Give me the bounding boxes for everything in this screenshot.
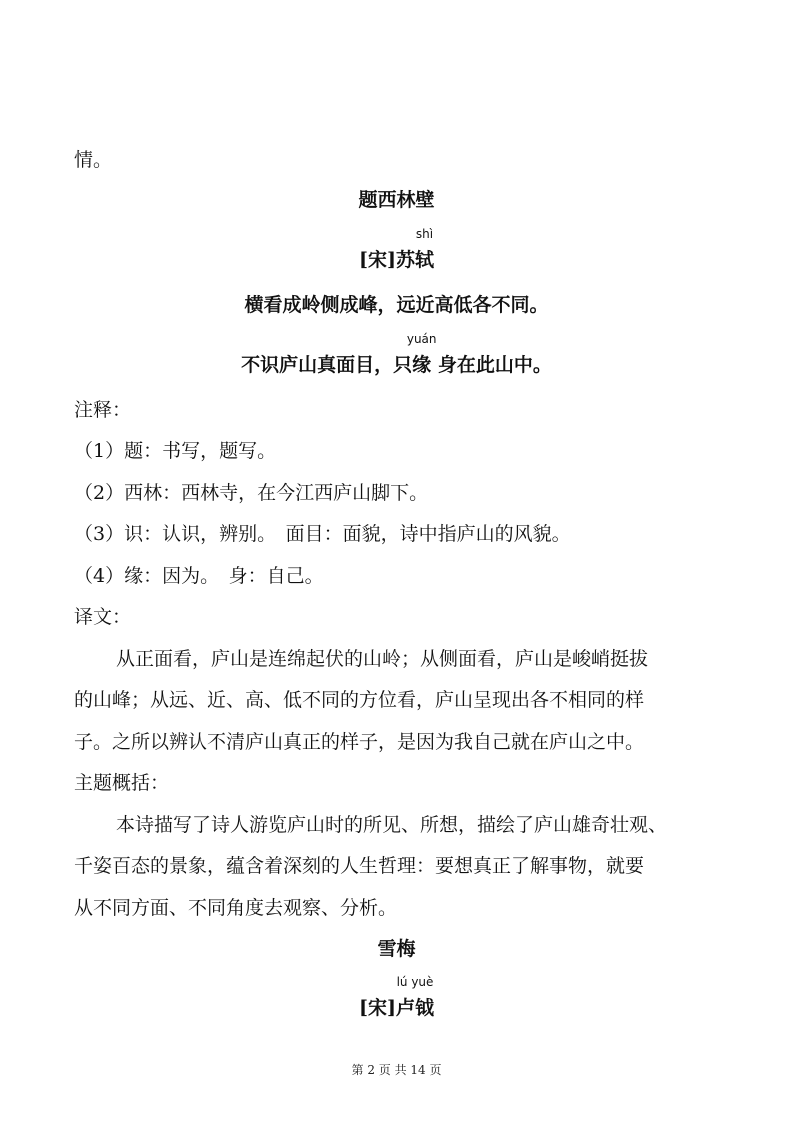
theme-line: 从不同方面、不同角度去观察、分析。 xyxy=(74,897,398,919)
theme-label: 主题概括： xyxy=(74,772,170,794)
pinyin-annotation: shì xyxy=(415,227,434,241)
note-item: （4）缘：因为。 身：自己。 xyxy=(74,565,324,587)
pinyin-annotation: yuán xyxy=(406,332,437,346)
page-number-footer: 第 2 页 共 14 页 xyxy=(351,1063,442,1077)
author-char-su: 苏 xyxy=(395,249,415,271)
theme-line: 本诗描写了诗人游览庐山时的所见、所想，描绘了庐山雄奇壮观、 xyxy=(116,814,668,836)
translation-label: 译文： xyxy=(74,606,132,628)
author-name-with-pinyin xyxy=(395,975,434,1022)
author-name-luyue: 卢钺 xyxy=(395,997,434,1019)
poem-line-2-part-b: 身在此山中。 xyxy=(437,354,552,376)
author-dynasty: [宋] xyxy=(359,997,396,1019)
poem-author-sushi xyxy=(0,227,793,274)
poem-line-1: 横看成岭侧成峰，远近高低各不同。 xyxy=(244,294,549,316)
char-yuan-with-pinyin xyxy=(406,332,437,379)
theme-line: 千姿百态的景象，蕴含着深刻的人生哲理：要想真正了解事物，就要 xyxy=(74,855,645,877)
author-char-shi: 轼 xyxy=(414,249,434,271)
author-dynasty: [宋] xyxy=(358,249,396,271)
char-yuan: 缘 xyxy=(412,354,432,376)
translation-line: 子。之所以辨认不清庐山真正的样子，是因为我自己就在庐山之中。 xyxy=(74,731,645,753)
notes-label: 注释： xyxy=(74,399,132,421)
poem-title-tixilinbi: 题西林壁 xyxy=(358,189,435,211)
translation-line: 的山峰；从远、近、高、低不同的方位看，庐山呈现出各不相同的样 xyxy=(74,689,645,711)
pinyin-annotation: lú yuè xyxy=(396,975,434,989)
poem-line-2-part-a: 不识庐山真面目，只 xyxy=(241,354,413,376)
note-item: （3）识：认识，辨别。 面目：面貌，诗中指庐山的风貌。 xyxy=(74,523,571,545)
continued-text-fragment: 情。 xyxy=(74,149,113,171)
poem-author-luyue xyxy=(0,975,793,1022)
poem-title-xuemei: 雪梅 xyxy=(377,938,416,960)
note-item: （2）西林：西林寺，在今江西庐山脚下。 xyxy=(74,482,429,504)
translation-line: 从正面看，庐山是连绵起伏的山岭；从侧面看，庐山是峻峭挺拔 xyxy=(116,648,649,670)
author-char-shi-with-pinyin xyxy=(414,227,434,274)
note-item: （1）题：书写，题写。 xyxy=(74,440,277,462)
poem-line-2 xyxy=(0,332,793,379)
